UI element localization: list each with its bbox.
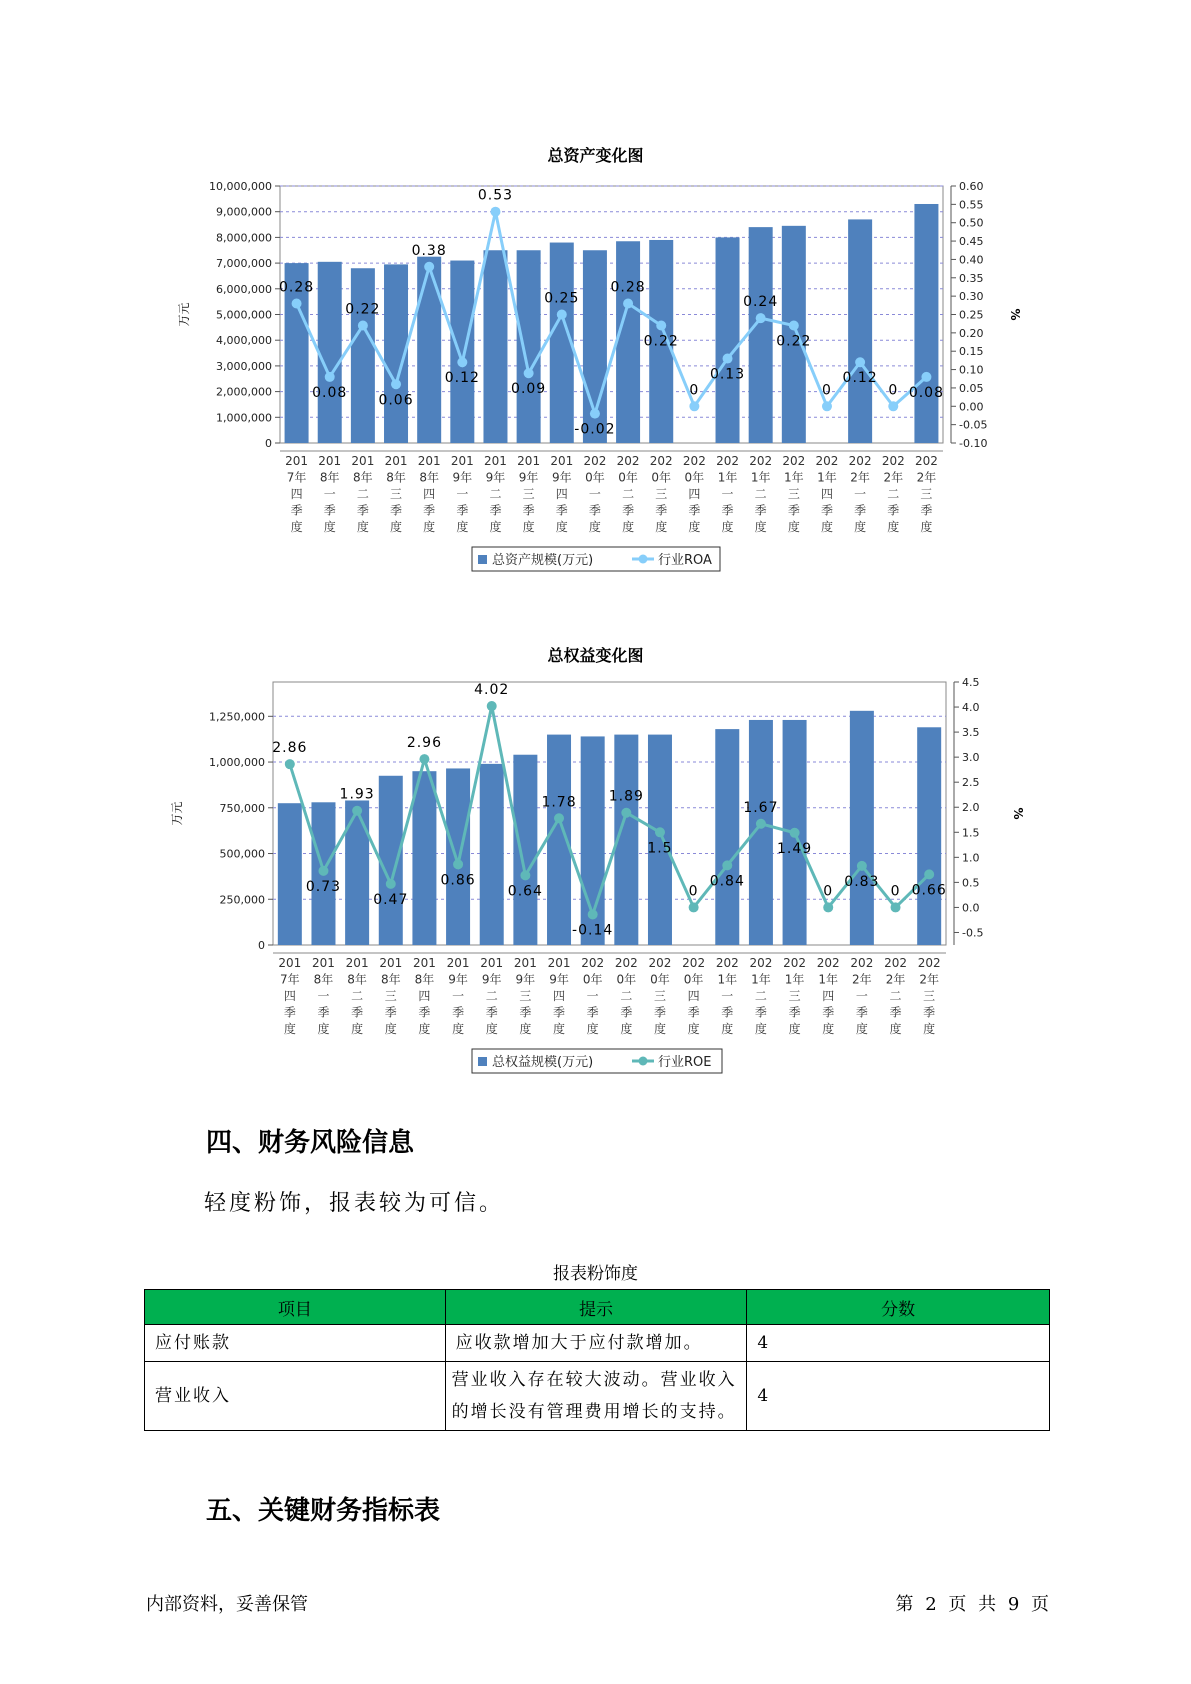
x-tick-label: 201 9年四季度 [550,454,574,534]
y-tick-label: 7,000,000 [216,257,272,271]
y-axis-label: 万元 [170,801,184,826]
data-label: -0.02 [574,421,616,438]
y2-tick-label: 1.5 [962,826,980,840]
line-point [318,866,328,876]
total-assets-chart [0,170,1191,590]
x-tick-label: 202 2年三季度 [914,454,938,534]
y-tick-label: 750,000 [219,801,265,815]
x-tick-label: 201 8年三季度 [384,454,408,534]
x-tick-label: 201 8年四季度 [417,454,441,534]
x-tick-label: 201 7年四季度 [278,956,302,1036]
data-label: 0.08 [312,384,348,401]
line-point [453,859,463,869]
y2-tick-label: 0.00 [959,400,984,414]
data-label: 0.13 [709,366,746,383]
y2-tick-label: 0.45 [959,235,984,249]
x-tick-label: 202 1年二季度 [749,956,773,1036]
footer-page-number: 第 2 页 共 9 页 [895,1594,1049,1615]
y-tick-label: 250,000 [219,893,265,907]
x-tick-label: 201 9年三季度 [513,956,537,1036]
data-label: 1.93 [339,786,375,803]
x-tick-label: 202 2年一季度 [848,454,872,534]
line-point [457,357,467,367]
y2-tick-label: 0.35 [959,271,984,285]
data-label: 0.28 [278,279,315,296]
data-label: -0.14 [572,922,614,939]
header-score: 分数 [747,1290,1050,1325]
y-tick-label: 500,000 [219,847,265,861]
y-tick-label: 8,000,000 [216,231,272,245]
data-label: 1.89 [608,788,644,805]
legend-line-marker [639,555,648,564]
line-point [857,861,867,871]
bar [379,776,403,945]
x-tick-label: 202 0年二季度 [616,454,640,534]
y2-tick-label: -0.5 [962,926,984,940]
table-row [145,1362,1050,1431]
x-tick-label: 202 0年一季度 [583,454,607,534]
risk-section-heading: 四、财务风险信息 [206,1128,415,1158]
y2-tick-label: 0.55 [959,198,984,212]
y-tick-label: 9,000,000 [216,205,272,219]
y-tick-label: 2,000,000 [216,385,272,399]
y2-tick-label: 0.60 [959,180,984,193]
bar [480,764,504,945]
line-point [292,298,302,308]
data-label: 0.22 [776,333,812,350]
line-point [888,401,898,411]
y2-tick-label: 1.0 [962,851,980,865]
data-label: 0 [689,382,700,399]
x-tick-label: 201 9年三季度 [517,454,541,534]
data-label: 1.5 [647,840,673,857]
x-tick-label: 201 9年四季度 [547,956,571,1036]
legend-bar-swatch [478,1057,487,1066]
data-label: 0 [822,382,832,399]
header-hint: 提示 [445,1290,747,1325]
line-point [554,813,564,823]
x-tick-label: 201 8年三季度 [379,956,403,1036]
line-point [823,902,833,912]
data-label: 2.96 [406,735,443,752]
x-tick-label: 202 0年四季度 [682,454,706,534]
data-label: 0.25 [544,290,580,307]
bar [417,257,441,443]
x-tick-label: 202 1年一季度 [716,454,739,534]
data-label: 0.09 [511,381,547,398]
data-label: 0.64 [507,883,543,900]
bar [716,237,740,443]
y2-tick-label: 0.0 [962,901,980,915]
row-score: 4 [747,1362,1050,1431]
y-tick-label: 6,000,000 [216,282,272,296]
x-tick-label: 202 0年三季度 [648,956,672,1036]
y2-tick-label: 0.20 [959,326,984,340]
line-point [855,357,865,367]
y2-tick-label: 4.5 [962,676,980,689]
line-point [822,401,832,411]
y-tick-label: 3,000,000 [216,359,272,373]
line-point [656,321,666,331]
data-label: 0.12 [444,370,480,387]
bar [914,204,938,443]
line-point [352,806,362,816]
y2-tick-label: 0.5 [962,876,980,890]
x-tick-label: 201 9年二季度 [480,956,504,1036]
risk-summary: 轻度粉饰，报表较为可信。 [204,1191,505,1216]
data-label: 0 [823,883,834,900]
y-tick-label: 1,250,000 [209,710,265,724]
line-point [588,909,598,919]
data-label: 0.06 [378,392,414,409]
legend-bar-label: 总资产规模(万元) [492,553,594,568]
y2-tick-label: 0.10 [959,363,984,377]
y-tick-label: 1,000,000 [209,756,265,770]
footer-confidential: 内部资料，妥善保管 [146,1594,308,1615]
data-label: 0.28 [610,279,646,296]
line-point [419,754,429,764]
line-point [524,368,534,378]
x-tick-label: 202 1年四季度 [815,454,839,534]
y-tick-label: 1,000,000 [216,411,272,425]
data-label: 0.38 [411,242,447,259]
line-point [756,313,766,323]
legend-line-label: 行业ROA [658,553,712,568]
bar [318,262,342,443]
data-label: 0 [890,883,901,900]
table-caption: 报表粉饰度 [553,1264,638,1284]
data-label: 0.84 [709,873,745,890]
line-point [921,372,931,382]
y2-tick-label: 0.05 [959,381,984,395]
data-label: 0.83 [844,873,880,890]
row-hint: 营业收入存在较大波动。营业收入的增长没有管理费用增长的支持。 [445,1362,747,1431]
table-row [145,1325,1050,1362]
data-label: 0.73 [305,878,342,895]
y-tick-label: 0 [265,437,272,450]
x-tick-label: 202 0年三季度 [649,454,673,534]
y2-tick-label: 0.50 [959,216,984,230]
x-tick-label: 202 1年四季度 [816,956,840,1036]
x-tick-label: 202 1年三季度 [783,956,807,1036]
equity-chart-title: 总权益变化图 [547,646,644,665]
x-tick-label: 202 2年一季度 [850,956,874,1036]
line-point [590,409,600,419]
x-tick-label: 201 7年四季度 [285,454,309,534]
bar [446,768,470,945]
line-point [520,870,530,880]
line-point [391,379,401,389]
bar [450,261,474,443]
asset-chart-title: 总资产变化图 [547,146,644,165]
line-point [490,207,500,217]
data-label: 0.22 [345,301,381,318]
x-tick-label: 202 1年三季度 [782,454,806,534]
legend-bar-swatch [478,555,487,564]
x-tick-label: 202 2年二季度 [884,956,907,1036]
y2-tick-label: 4.0 [962,701,980,715]
x-tick-label: 201 8年二季度 [345,956,369,1036]
y2-tick-label: 0.25 [959,308,984,322]
data-label: 0.47 [373,891,409,908]
header-item: 项目 [145,1290,446,1325]
legend-line-label: 行业ROE [658,1055,712,1070]
x-tick-label: 202 0年四季度 [682,956,706,1036]
y-tick-label: 0 [258,939,265,952]
y2-axis-label: % [1011,807,1025,820]
line-point [891,902,901,912]
line-point [790,828,800,838]
line-point [358,321,368,331]
y2-tick-label: 2.0 [962,801,980,815]
bar [513,755,537,945]
data-label: 1.78 [541,794,577,811]
data-label: 0 [888,382,899,399]
bar [483,250,507,443]
row-hint: 应收款增加大于应付款增加。 [445,1325,747,1362]
data-label: 2.86 [272,740,308,757]
x-tick-label: 201 9年一季度 [446,956,470,1036]
row-item: 营业收入 [145,1362,446,1431]
y2-tick-label: 0.15 [959,345,984,359]
line-point [689,902,699,912]
legend-line-marker [639,1057,648,1066]
legend-bar-label: 总权益规模(万元) [492,1055,594,1070]
x-tick-label: 202 2年三季度 [917,956,941,1036]
line-point [789,321,799,331]
line-point [386,879,396,889]
line-point [557,310,567,320]
line-point [285,759,295,769]
bar [345,800,369,945]
line-point [325,372,335,382]
line-point [723,354,733,364]
data-label: 0.66 [911,882,947,899]
total-equity-chart [0,672,1191,1092]
data-label: 0 [688,883,699,900]
whitewash-table [144,1289,1050,1431]
bar [517,250,541,443]
x-tick-label: 202 2年二季度 [881,454,905,534]
line-point [487,701,497,711]
bar [412,771,436,945]
y-axis-label: 万元 [177,302,191,327]
data-label: 0.24 [743,294,779,311]
data-label: 1.67 [743,799,779,816]
y-tick-label: 10,000,000 [209,180,272,193]
line-point [722,860,732,870]
x-tick-label: 202 0年二季度 [614,956,638,1036]
y2-tick-label: 3.0 [962,751,980,765]
data-label: 0.86 [440,872,476,889]
bar [749,227,773,443]
data-label: 0.08 [908,384,945,401]
y2-tick-label: 3.5 [962,726,980,740]
line-point [655,827,665,837]
line-point [689,401,699,411]
x-tick-label: 202 0年一季度 [581,956,605,1036]
data-label: 0.22 [643,333,679,350]
data-label: 1.49 [776,840,813,857]
line-point [424,262,434,272]
x-tick-label: 201 9年二季度 [484,454,507,534]
data-label: 0.12 [842,370,878,387]
row-item: 应付账款 [145,1325,446,1362]
y2-tick-label: 0.40 [959,253,984,267]
x-tick-label: 201 8年四季度 [412,956,436,1036]
data-label: 0.53 [477,187,514,204]
x-tick-label: 202 1年二季度 [749,454,773,534]
y2-tick-label: -0.10 [959,437,988,450]
bar [848,219,872,443]
bar [850,711,874,945]
table-header-row [145,1290,1050,1325]
bar [715,729,739,945]
y2-tick-label: 0.30 [959,290,984,304]
bar [278,803,302,945]
bar [616,241,640,443]
y2-tick-label: -0.05 [959,418,988,432]
line-point [924,869,934,879]
row-score: 4 [747,1325,1050,1362]
y2-tick-label: 2.5 [962,776,980,790]
x-tick-label: 201 8年一季度 [318,454,342,534]
bar [351,268,375,443]
y-tick-label: 5,000,000 [216,308,272,322]
x-tick-label: 201 8年一季度 [312,956,335,1036]
y-tick-label: 4,000,000 [216,334,272,348]
x-tick-label: 201 8年二季度 [351,454,375,534]
data-label: 4.02 [474,682,510,699]
x-tick-label: 201 9年一季度 [450,454,474,534]
line-point [756,819,766,829]
y2-axis-label: % [1008,308,1022,321]
line-point [623,298,633,308]
x-tick-label: 202 1年一季度 [715,956,739,1036]
bar [917,727,941,945]
line-point [621,808,631,818]
indicators-section-heading: 五、关键财务指标表 [206,1496,441,1526]
